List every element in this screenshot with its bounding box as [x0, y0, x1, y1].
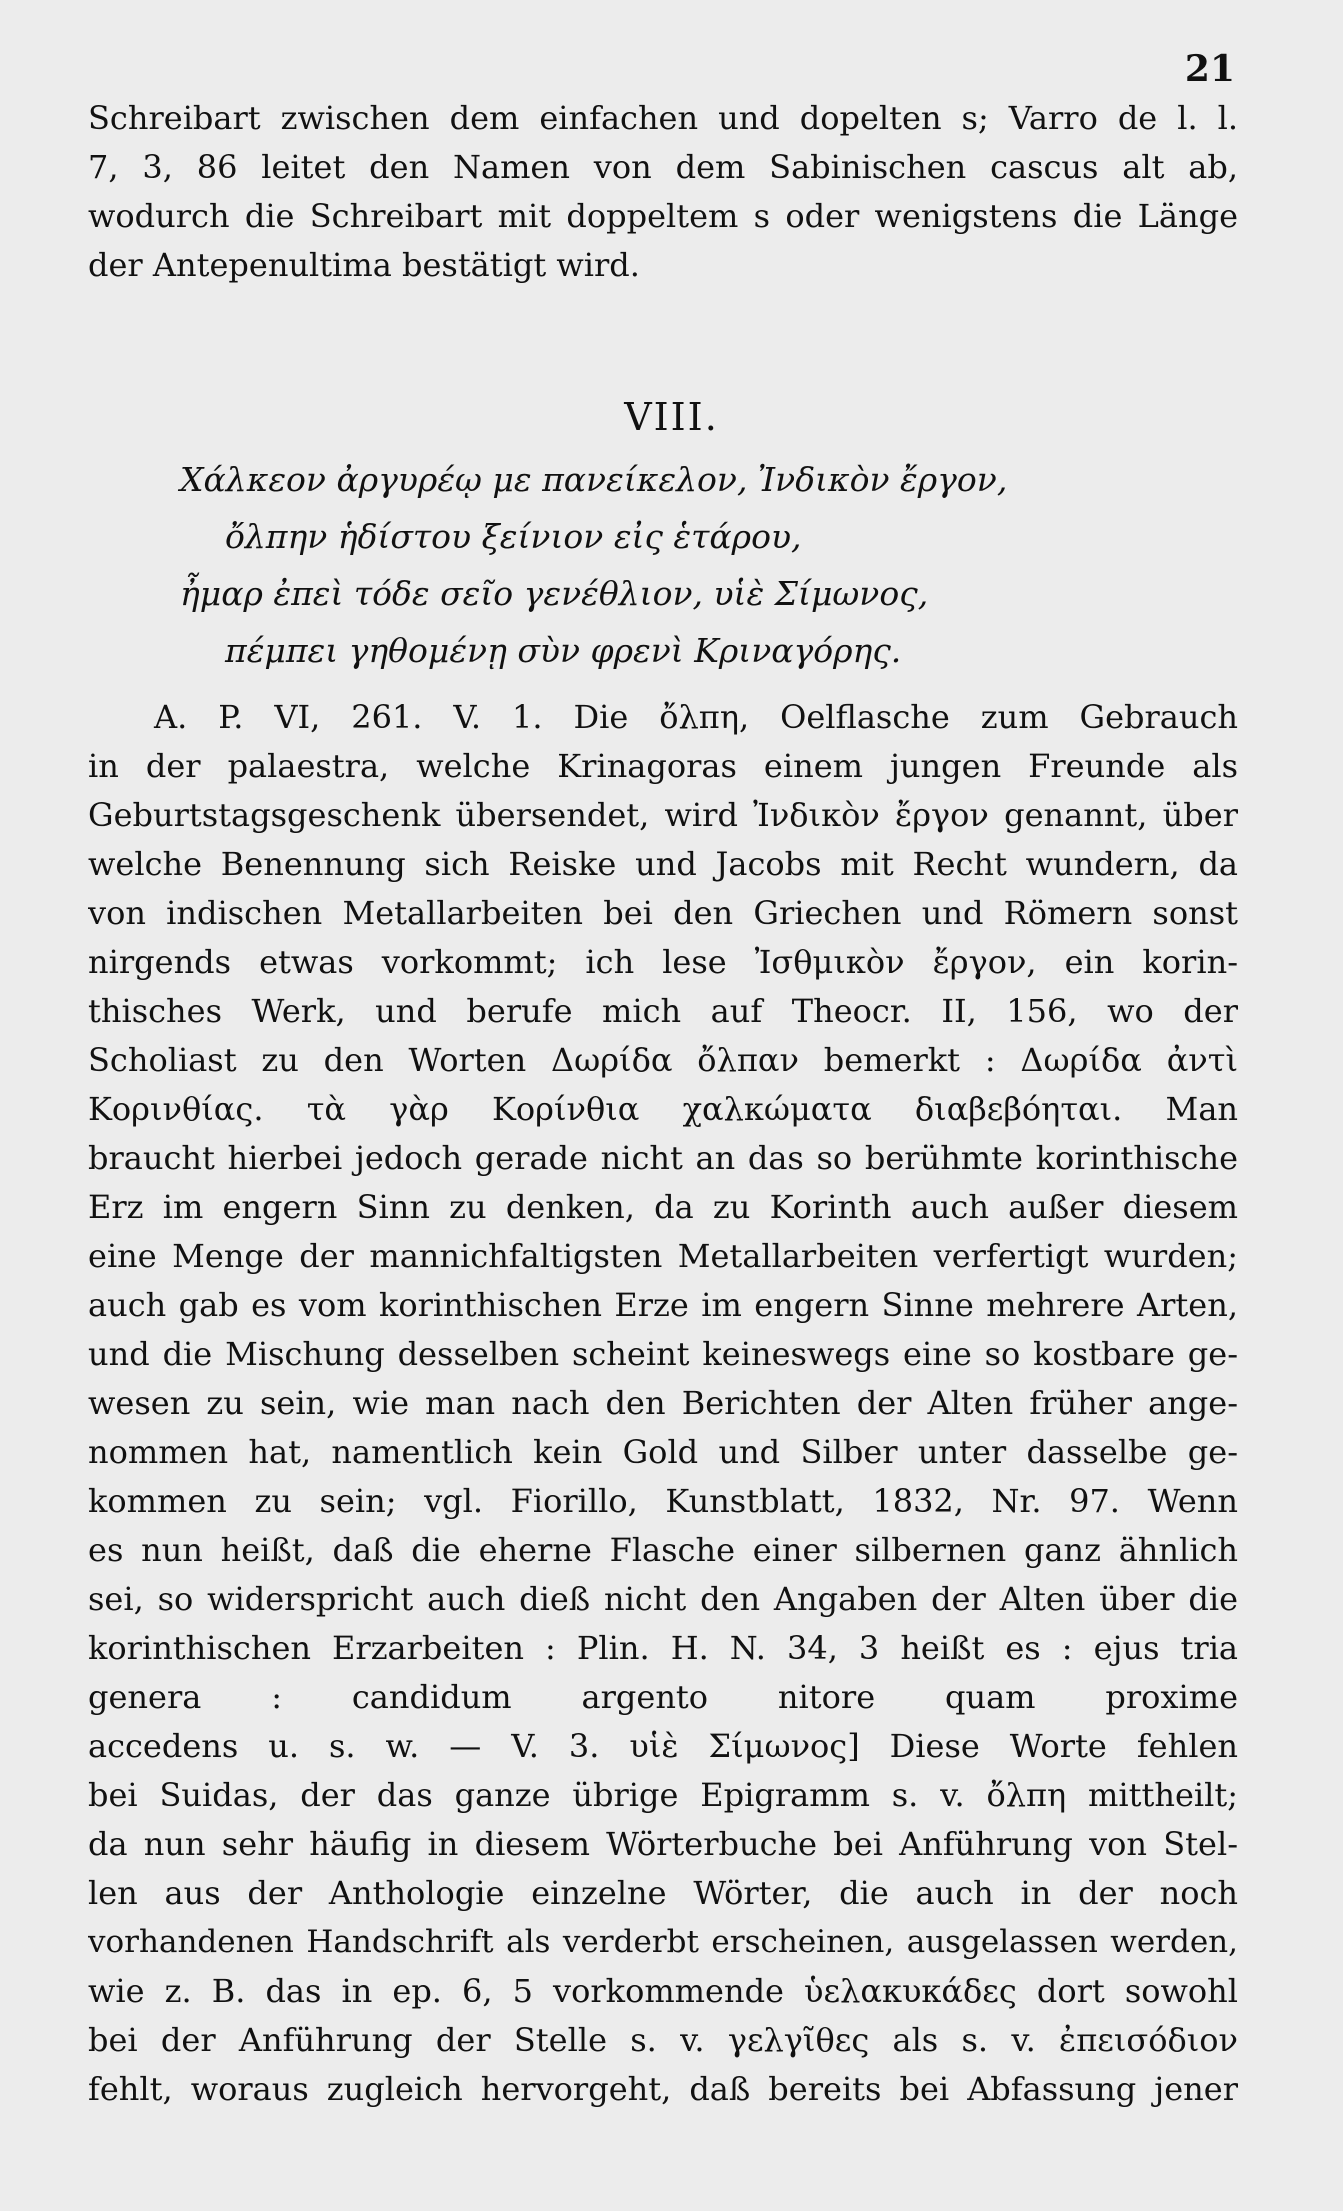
text-line: Geburtstagsgeschenk übersendet, wird Ἰνδικὸν ἔργον genannt, über: [88, 796, 1238, 834]
text-line: kommen zu sein; vgl. Fiorillo, Kunstblatt, 1832, Nr. 97. Wenn: [88, 1482, 1238, 1520]
text-line: bei Suidas, der das ganze übrige Epigramm s. v. ὄλπη mittheilt;: [88, 1776, 1238, 1814]
text-line: bei der Anführung der Stelle s. v. γελγῖθες als s. v. ἐπεισόδιον: [88, 2021, 1238, 2059]
text-line: len aus der Anthologie einzelne Wörter, die auch in der noch: [88, 1874, 1238, 1912]
text-line: da nun sehr häufig in diesem Wörterbuche bei Anführung von Stel-: [88, 1825, 1238, 1863]
text-line: von indischen Metallarbeiten bei den Griechen und Römern sonst: [88, 894, 1238, 932]
text-line: Erz im engern Sinn zu denken, da zu Korinth auch außer diesem: [88, 1188, 1238, 1226]
text-line: A. P. VI, 261. V. 1. Die ὄλπη, Oelflasche zum Gebrauch: [154, 698, 1238, 736]
text-line: thisches Werk, und berufe mich auf Theocr. II, 156, wo der: [88, 992, 1238, 1030]
text-line: accedens u. s. w. — V. 3. υἱὲ Σίμωνος] Diese Worte fehlen: [88, 1727, 1238, 1765]
text-line: korinthischen Erzarbeiten : Plin. H. N. 34, 3 heißt es : ejus tria: [88, 1629, 1238, 1667]
verse-line: ἦμαρ ἐπεὶ τόδε σεῖο γενέθλιον, υἱὲ Σίμωνος,: [180, 574, 929, 613]
text-line: und die Mischung desselben scheint keineswegs eine so kostbare ge-: [88, 1335, 1238, 1373]
text-line: nirgends etwas vorkommt; ich lese Ἰσθμικὸν ἔργον, ein korin-: [88, 943, 1238, 981]
text-line: wodurch die Schreibart mit doppeltem s oder wenigstens die Länge: [88, 197, 1238, 235]
text-line: Scholiast zu den Worten Δωρίδα ὄλπαν bemerkt : Δωρίδα ἀντὶ: [88, 1041, 1238, 1079]
text-line: wie z. B. das in ep. 6, 5 vorkommende ὑελακυκάδες dort sowohl: [88, 1972, 1238, 2010]
commentary: [88, 693, 1238, 2114]
text-line: nommen hat, namentlich kein Gold und Silber unter dasselbe ge-: [88, 1433, 1238, 1471]
section-heading: VIII.: [624, 395, 719, 439]
page-number: 21: [1184, 48, 1235, 90]
top-paragraph: [88, 94, 1238, 290]
text-line: Κορινθίας. τὰ γὰρ Κορίνθια χαλκώματα διαβεβόηται. Man: [88, 1090, 1238, 1128]
text-line: vorhandenen Handschrift als verderbt erscheinen, ausgelassen werden,: [88, 1924, 1238, 1960]
text-line: in der palaestra, welche Krinagoras einem jungen Freunde als: [88, 747, 1238, 785]
text-line: genera : candidum argento nitore quam proxime: [88, 1678, 1238, 1716]
text-line: 7, 3, 86 leitet den Namen von dem Sabinischen cascus alt ab,: [88, 148, 1238, 186]
text-line: auch gab es vom korinthischen Erze im engern Sinne mehrere Arten,: [88, 1286, 1238, 1324]
text-line: fehlt, woraus zugleich hervorgeht, daß bereits bei Abfassung jener: [88, 2070, 1238, 2108]
verse-line: πέμπει γηθομένῃ σὺν φρενὶ Κριναγόρης.: [225, 631, 902, 670]
text-line: wesen zu sein, wie man nach den Berichten der Alten früher ange-: [88, 1384, 1238, 1422]
text-line: Schreibart zwischen dem einfachen und dopelten s; Varro de l. l.: [88, 99, 1238, 137]
text-line: sei, so widerspricht auch dieß nicht den Angaben der Alten über die: [88, 1580, 1238, 1618]
text-line: braucht hierbei jedoch gerade nicht an das so berühmte korinthische: [88, 1139, 1238, 1177]
text-line: es nun heißt, daß die eherne Flasche einer silbernen ganz ähnlich: [88, 1531, 1238, 1569]
verse-line: Χάλκεον ἀργυρέῳ με πανείκελον, Ἰνδικὸν ἔργον,: [180, 460, 1008, 499]
verse-line: ὄλπην ἡδίστου ξείνιον εἰς ἑτάρου,: [225, 517, 802, 556]
text-line: der Antepenultima bestätigt wird.: [88, 246, 640, 284]
text-line: welche Benennung sich Reiske und Jacobs mit Recht wundern, da: [88, 845, 1238, 883]
text-line: eine Menge der mannichfaltigsten Metallarbeiten verfertigt wurden;: [88, 1237, 1238, 1275]
